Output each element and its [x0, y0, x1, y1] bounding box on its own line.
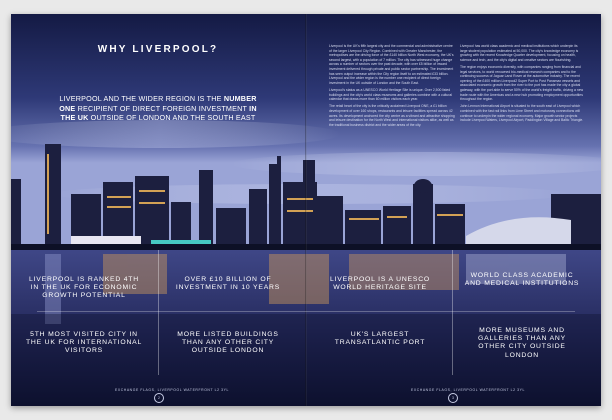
stat-port: UK'S LARGEST TRANSATLANTIC PORT: [334, 331, 426, 347]
page-title: WHY LIVERPOOL?: [97, 44, 219, 55]
stat-listed-buildings: MORE LISTED BUILDINGS THAN ANY OTHER CITY OUTSIDE LONDON: [177, 331, 279, 355]
body-paragraph: The region enjoys economic diversity, with companies ranging from financial and legal services, to world renowned bio-medical research companies and to the continuing success of Jaguar Land Rover at the automotive industry. The recent opening of the £400 million Liverpool2 Super Port to Post Panamax vessels and associated economic growth from the river to the port has made the city a global gateway, with the port able to serve 50% of the world's freight traffic, driving a new trade route with the Americas and a new hub promoting employment opportunities throughout the region.: [460, 64, 584, 102]
stat-economic-growth: LIVERPOOL IS RANKED 4TH IN THE UK FOR ECONOMIC GROWTH POTENTIAL: [29, 276, 139, 300]
page-number-right: 3: [448, 393, 458, 403]
headline-emphasis-number-one: NUMBER ONE: [59, 94, 257, 113]
stat-divider: [158, 250, 159, 375]
stat-divider-horizontal: [37, 311, 575, 312]
body-paragraph: Liverpool's status as a UNESCO World Heritage Site is unique. Over 2,500 listed buildings and the city's world class museums and galleries combine with a cultural calendar that draws more than 60 million visitors each year.: [329, 87, 452, 102]
stat-visitors: 5TH MOST VISITED CITY IN THE UK FOR INTERNATIONAL VISITORS: [25, 331, 143, 355]
body-column-1: [329, 44, 455, 130]
headline-part-2: RECIPIENT OF DIRECT FOREIGN INVESTMENT: [75, 103, 250, 113]
stat-academic: WORLD CLASS ACADEMIC AND MEDICAL INSTITUTIONS: [464, 272, 580, 288]
body-paragraph: Liverpool is the UK's fifth largest city and the commercial and administrative centre of the larger Liverpool City Region. Combined with Greater Manchester, the metropolises are the driving force of the £140 billion North West economy, the UK's second largest, with a population of 7 million. The city has witnessed huge change across a number of sectors over the past decade, with over £5 billion of inward investment delivered through private and public sector partnership. The investment has seen output increase within the City region itself to an estimated £33 billion. Liverpool and the wider region is the number one recipient of direct foreign investment in the UK outside of London and the South East.: [329, 44, 454, 85]
stat-museums: MORE MUSEUMS AND GALLERIES THAN ANY OTHER CITY OUTSIDE LONDON: [478, 327, 566, 359]
page-number-left: 2: [154, 393, 164, 403]
headline-statement: [51, 94, 265, 123]
headline-part-1: LIVERPOOL AND THE WIDER REGION IS THE: [59, 94, 224, 103]
body-column-2: [460, 44, 586, 125]
body-paragraph: Liverpool has world class academic and medical institutions which underpin its large student population estimated at 50,000. The city's knowledge economy is growing with the recent Knowledge Quarter development, focusing on health, science and tech, and the city's digital and creative sectors are flourishing.: [460, 44, 579, 62]
stat-unesco: LIVERPOOL IS A UNESCO WORLD HERITAGE SITE: [329, 276, 431, 292]
headline-emphasis-in-the-uk: IN THE UK: [60, 103, 257, 123]
brochure-spread: [11, 14, 601, 406]
page-gutter: [305, 14, 307, 406]
body-paragraph: John Lennon International Airport is situated to the south east of Liverpool which combined with the fast rail links from Lime Street and motorway connections will continue to underpin the wider regional economy. Major growth sector projects include Liverpool Waters, Liverpool Airport, Paddington Village and Baltic Triangle.: [460, 104, 584, 123]
body-paragraph: The retail heart of the city is the critically acclaimed Liverpool ONE, a £1 billion development of over 160 shops, restaurants and leisure facilities spread across 42 acres. Its development anchored the city centre as a vibrant and attractive shopping and leisure destination for the North West and international visitors alike, as well as the traditional business district and the wider areas of the city.: [329, 104, 455, 127]
stat-investment: OVER £10 BILLION OF INVESTMENT IN 10 YEARS: [175, 276, 281, 292]
footer-address-right: EXCHANGE FLAGS, LIVERPOOL WATERFRONT L2 3YL: [411, 388, 525, 392]
footer-address-left: EXCHANGE FLAGS, LIVERPOOL WATERFRONT L2 3YL: [115, 388, 229, 392]
stat-divider: [452, 250, 453, 375]
headline-part-3: OUTSIDE OF LONDON AND THE SOUTH EAST: [88, 113, 256, 123]
